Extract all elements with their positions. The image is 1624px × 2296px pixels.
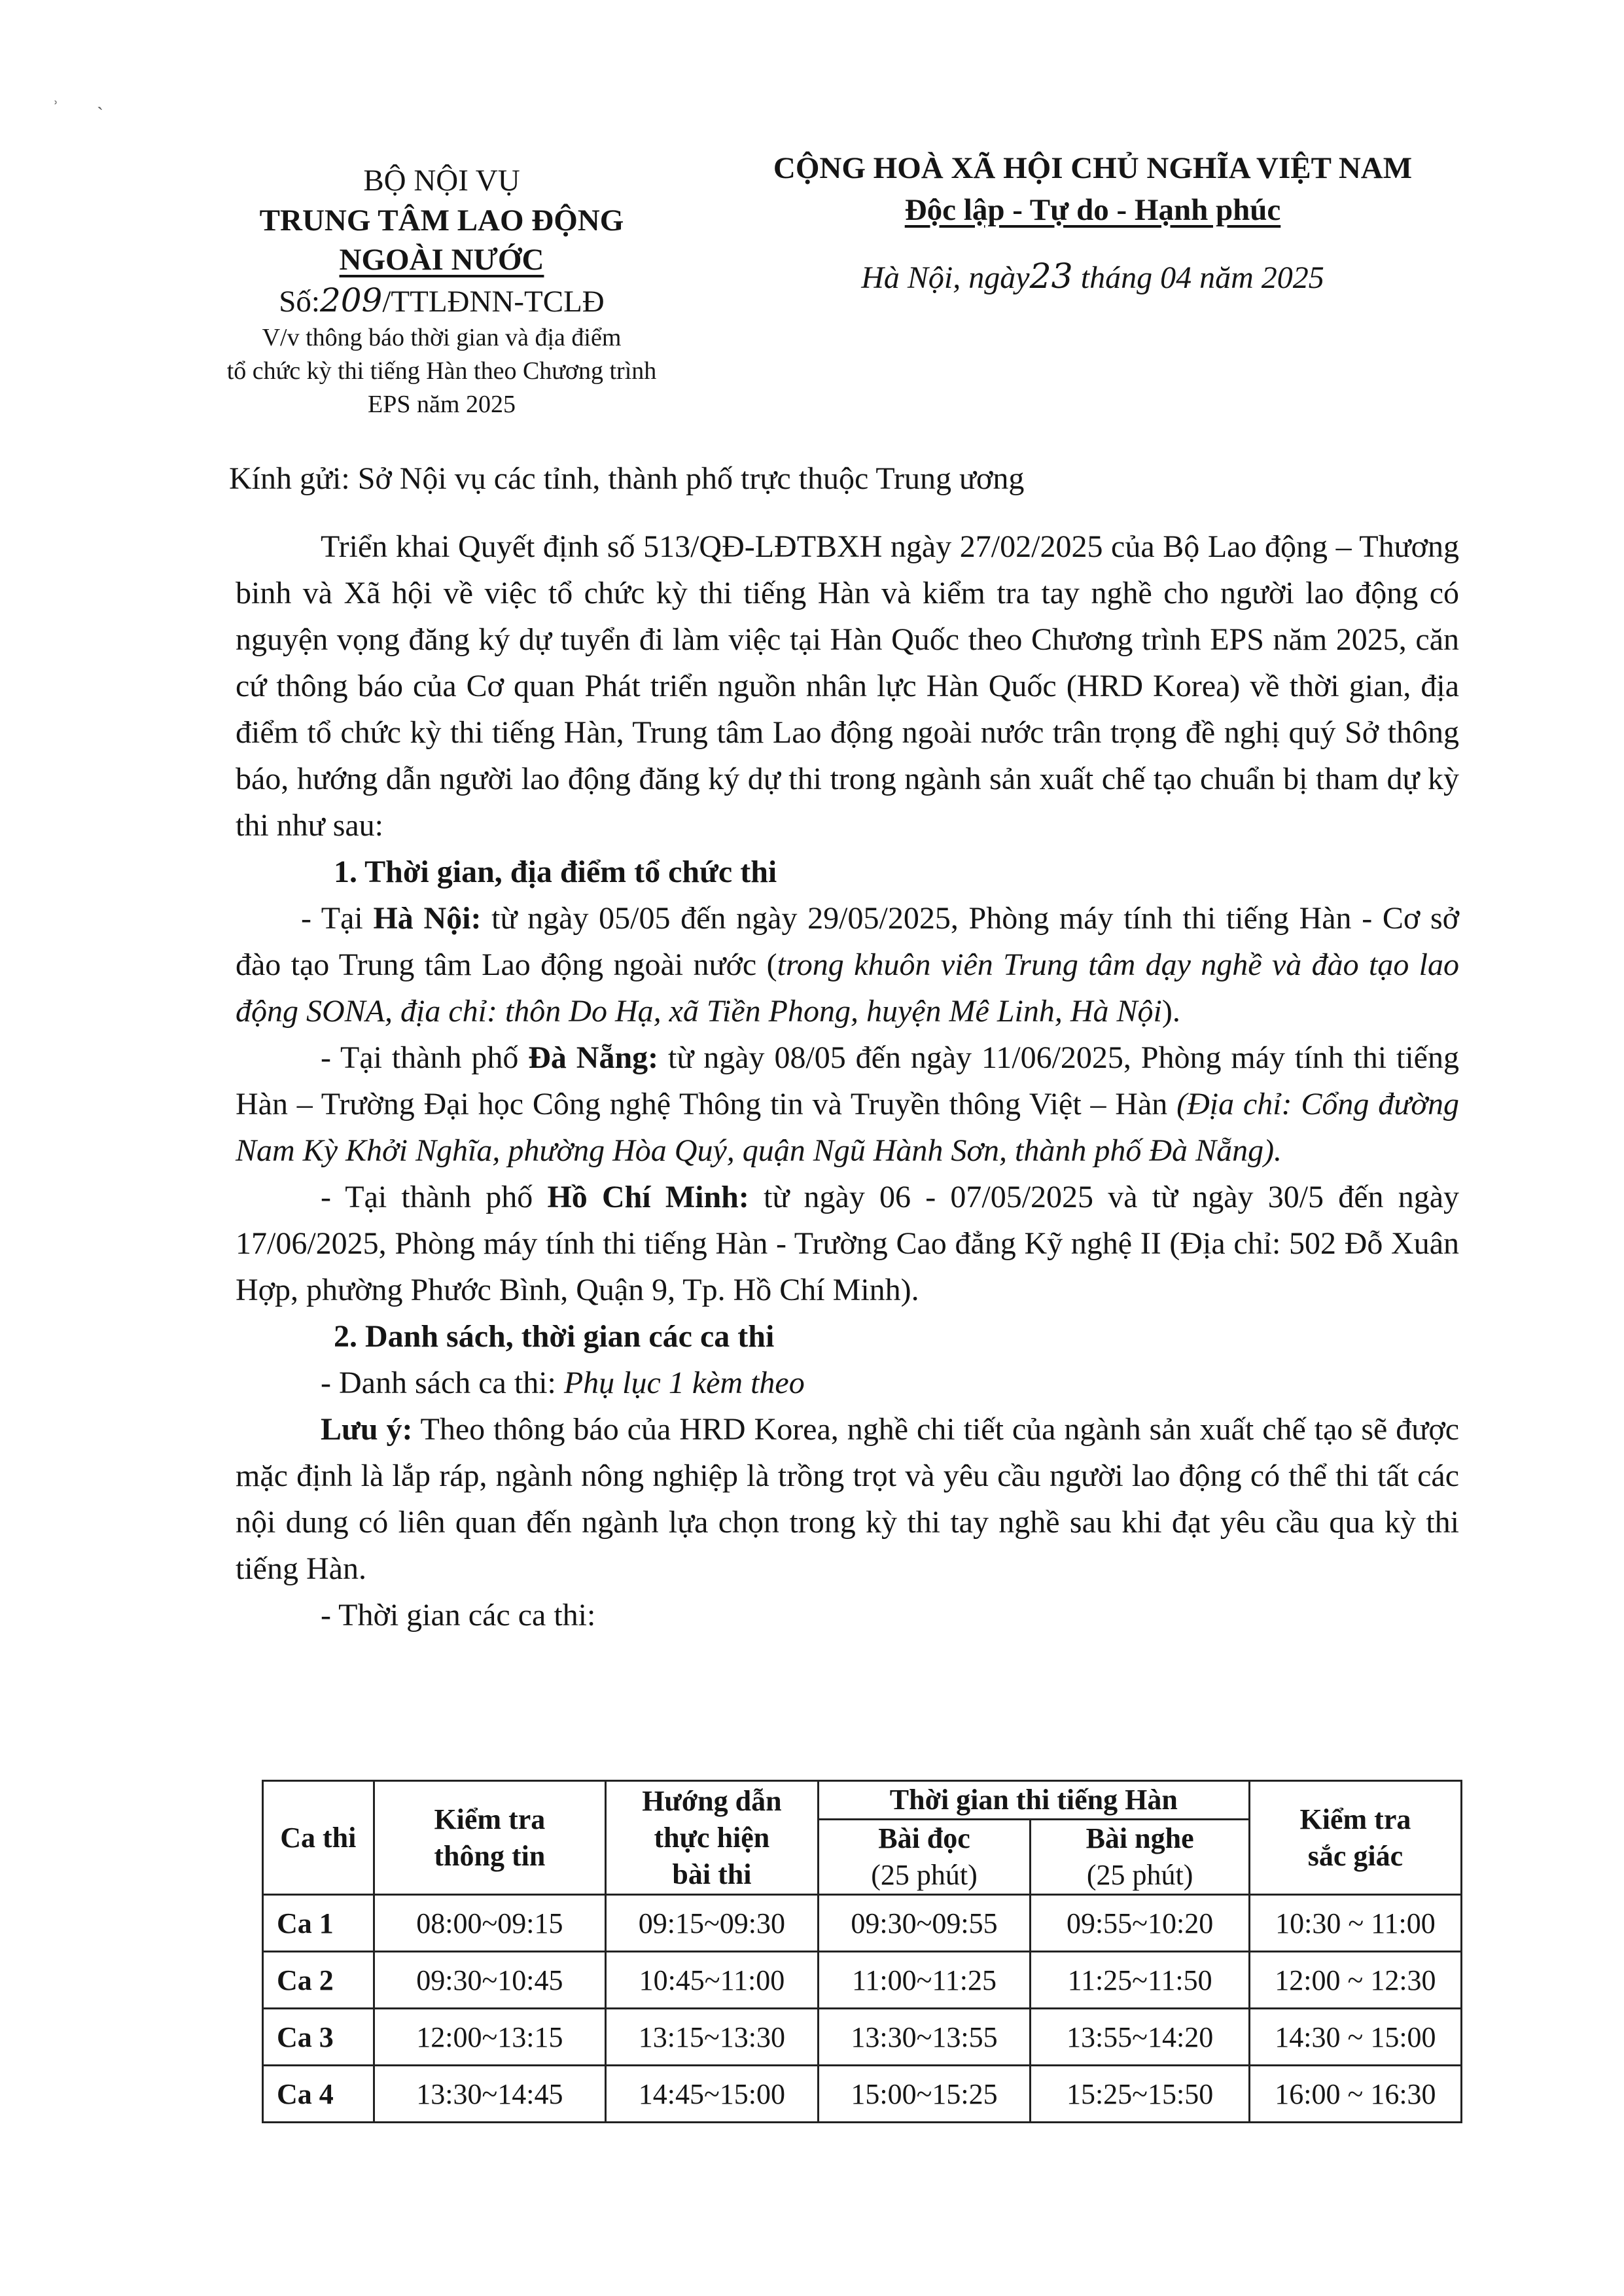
reading-cell: 09:30~09:55 (818, 1895, 1031, 1952)
guidance-cell: 13:15~13:30 (606, 2009, 819, 2066)
color-vision-cell: 14:30 ~ 15:00 (1249, 2009, 1461, 2066)
header-info-check: Kiểm tra thông tin (374, 1781, 605, 1895)
color-vision-cell: 16:00 ~ 16:30 (1249, 2066, 1461, 2123)
session-cell: Ca 2 (263, 1952, 374, 2009)
national-header (726, 147, 1459, 298)
center-name-line2: NGOÀI NƯỚC (339, 243, 544, 277)
session-cell: Ca 1 (263, 1895, 374, 1952)
guidance-cell: 14:45~15:00 (606, 2066, 819, 2123)
session-times-label: - Thời gian các ca thi: (321, 1598, 596, 1633)
document-body (236, 523, 1459, 1638)
listening-cell: 15:25~15:50 (1031, 2066, 1250, 2123)
table-row (263, 2009, 1462, 2066)
hcm-paragraph: - Tại thành phố Hồ Chí Minh: từ ngày 06 - 07/05/2025 và từ ngày 30/5 đến ngày 17/06/2025, Phòng máy tính thi tiếng Hàn - Trường Cao đẳng Kỹ nghệ II (Địa chỉ: 502 Đỗ Xuân Hợp, phường Phước Bình, Quận 9, Tp. Hồ Chí Minh). (236, 1180, 1460, 1307)
document-number: Số:209/TTLĐNN-TCLĐ (279, 281, 605, 319)
session-cell: Ca 4 (263, 2066, 374, 2123)
reading-cell: 11:00~11:25 (818, 1952, 1031, 2009)
reading-cell: 15:00~15:25 (818, 2066, 1031, 2123)
color-vision-cell: 12:00 ~ 12:30 (1249, 1952, 1461, 2009)
table-row (263, 1895, 1462, 1952)
intro-paragraph: Triển khai Quyết định số 513/QĐ-LĐTBXH ngày 27/02/2025 của Bộ Lao động – Thương binh và Xã hội về việc tổ chức kỳ thi tiếng Hàn và kiểm tra tay nghề cho người lao động có nguyện vọng đăng ký dự tuyển đi làm việc tại Hàn Quốc theo Chương trình EPS năm 2025, căn cứ thông báo của Cơ quan Phát triển nguồn nhân lực Hàn Quốc (HRD Korea) về thời gian, địa điểm tổ chức kỳ thi tiếng Hàn, Trung tâm Lao động ngoài nước trân trọng đề nghị quý Sở thông báo, hướng dẫn người lao động đăng ký dự thi trong ngành sản xuất chế tạo chuẩn bị tham dự kỳ thi như sau: (236, 529, 1459, 843)
note-paragraph: Lưu ý: Theo thông báo của HRD Korea, nghề chi tiết của ngành sản xuất chế tạo sẽ được mặc định là lắp ráp, ngành nông nghiệp là trồng trọt và yêu cầu người lao động có thể thi tất các nội dung có liên quan đến ngành lựa chọn trong kỳ thi tay nghề sau khi đạt yêu cầu qua kỳ thi tiếng Hàn. (236, 1412, 1459, 1586)
listening-cell: 09:55~10:20 (1031, 1895, 1250, 1952)
color-vision-cell: 10:30 ~ 11:00 (1249, 1895, 1461, 1952)
handwritten-day: 23 (1029, 257, 1073, 296)
info-check-cell: 09:30~10:45 (374, 1952, 605, 2009)
ministry-name: BỘ NỘI VỤ (363, 164, 520, 198)
session-cell: Ca 3 (263, 2009, 374, 2066)
table-row (263, 1952, 1462, 2009)
guidance-cell: 09:15~09:30 (606, 1895, 819, 1952)
center-name-line1: TRUNG TÂM LAO ĐỘNG (259, 203, 624, 238)
subject-line2: tổ chức kỳ thi tiếng Hàn theo Chương trình (226, 357, 657, 385)
header-session: Ca thi (263, 1781, 374, 1895)
danang-paragraph: - Tại thành phố Đà Nẵng: từ ngày 08/05 đến ngày 11/06/2025, Phòng máy tính thi tiếng Hàn – Trường Đại học Công nghệ Thông tin và Truyền thông Việt – Hàn (Địa chỉ: Cổng đường Nam Kỳ Khởi Nghĩa, phường Hòa Quý, quận Ngũ Hành Sơn, thành phố Đà Nẵng). (236, 1040, 1460, 1168)
info-check-cell: 08:00~09:15 (374, 1895, 605, 1952)
header-korean-test-time: Thời gian thi tiếng Hàn (818, 1781, 1249, 1820)
header-reading: Bài đọc (25 phút) (818, 1820, 1031, 1895)
listening-cell: 13:55~14:20 (1031, 2009, 1250, 2066)
listening-cell: 11:25~11:50 (1031, 1952, 1250, 2009)
recipient-line: Kính gửi: Sở Nội vụ các tỉnh, thành phố trực thuộc Trung ương (229, 461, 1025, 496)
issuer-block (157, 160, 726, 421)
guidance-cell: 10:45~11:00 (606, 1952, 819, 2009)
subject-line1: V/v thông báo thời gian và địa điểm (262, 324, 622, 351)
info-check-cell: 12:00~13:15 (374, 2009, 605, 2066)
scan-speck: ˴ (97, 95, 103, 116)
subject-line3: EPS năm 2025 (368, 391, 516, 418)
session-times-table (262, 1780, 1462, 2123)
header-listening: Bài nghe (25 phút) (1031, 1820, 1250, 1895)
info-check-cell: 13:30~14:45 (374, 2066, 605, 2123)
session-list-line: - Danh sách ca thi: Phụ lục 1 kèm theo (321, 1366, 805, 1400)
header-color-vision: Kiểm tra sắc giác (1249, 1781, 1461, 1895)
date-line: Hà Nội, ngày23 tháng 04 năm 2025 (861, 257, 1324, 296)
section1-heading: 1. Thời gian, địa điểm tổ chức thi (334, 855, 777, 889)
scan-speck: ˒ (52, 88, 59, 110)
motto: Độc lập - Tự do - Hạnh phúc (904, 193, 1281, 227)
handwritten-number: 209 (319, 281, 383, 319)
hanoi-paragraph: - Tại Hà Nội: từ ngày 05/05 đến ngày 29/05/2025, Phòng máy tính thi tiếng Hàn - Cơ sở đào tạo Trung tâm Lao động ngoài nước (trong khuôn viên Trung tâm dạy nghề và đào tạo lao động SONA, địa chỉ: thôn Do Hạ, xã Tiền Phong, huyện Mê Linh, Hà Nội). (236, 901, 1460, 1029)
section2-heading: 2. Danh sách, thời gian các ca thi (334, 1319, 775, 1354)
reading-cell: 13:30~13:55 (818, 2009, 1031, 2066)
header-guidance: Hướng dẫn thực hiện bài thi (606, 1781, 819, 1895)
table-row (263, 2066, 1462, 2123)
nation-title: CỘNG HOÀ XÃ HỘI CHỦ NGHĨA VIỆT NAM (773, 151, 1413, 185)
